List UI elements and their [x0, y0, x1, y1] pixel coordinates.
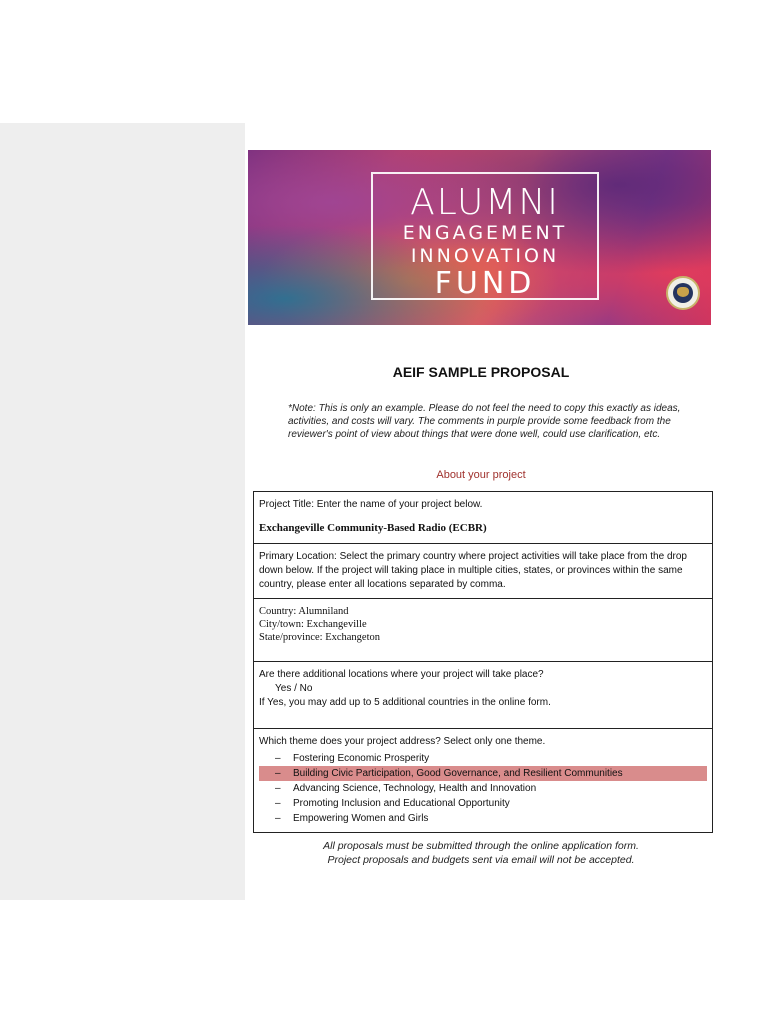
banner-logo-box	[371, 172, 599, 300]
additional-locations-note: If Yes, you may add up to 5 additional countries in the online form.	[259, 697, 551, 708]
theme-option-economic-prosperity[interactable]	[259, 751, 707, 766]
list-dash: –	[275, 782, 281, 794]
sample-note: *Note: This is only an example. Please do not feel the need to copy this exactly as ideas, activities, and costs will vary. The comments in purple provide some feedback from the reviewer's point of view about things that were done well, could use clarification, etc.	[288, 403, 681, 440]
project-title-label: Project Title: Enter the name of your project below.	[259, 499, 483, 510]
theme-option-label: Fostering Economic Prosperity	[293, 752, 430, 764]
footer-line2: Project proposals and budgets sent via email will not be accepted.	[327, 854, 635, 866]
theme-option-science-technology[interactable]	[259, 781, 707, 796]
theme-options-list	[259, 751, 707, 826]
theme-option-inclusion-education[interactable]	[259, 796, 707, 811]
theme-option-civic-participation[interactable]	[259, 766, 707, 781]
banner-title-line2: ENGAGEMENT	[402, 222, 568, 244]
primary-location-label: Primary Location: Select the primary country where project activities will take place from the drop down below. If the project will taking place in multiple cities, states, or provinces within the same country, please enter all locations separated by comma.	[259, 551, 687, 590]
primary-location-cell	[254, 544, 713, 599]
list-dash: –	[275, 812, 281, 824]
list-dash: –	[275, 767, 281, 779]
us-department-of-state-seal-icon	[666, 276, 700, 310]
yes-no-options[interactable]: Yes / No	[275, 683, 313, 694]
theme-cell	[254, 729, 713, 833]
theme-option-label: Advancing Science, Technology, Health and Innovation	[293, 782, 537, 794]
country-value[interactable]: Country: Alumniland	[259, 606, 349, 617]
banner-title-line1: ALUMNI	[410, 182, 560, 223]
proposal-form-table	[253, 491, 713, 833]
theme-option-women-girls[interactable]	[259, 811, 707, 826]
document-title: AEIF SAMPLE PROPOSAL	[392, 364, 570, 380]
state-value[interactable]: State/province: Exchangeton	[259, 632, 381, 643]
footer-line1: All proposals must be submitted through the online application form.	[323, 840, 639, 852]
banner-title-line4: FUND	[434, 266, 536, 301]
additional-locations-question: Are there additional locations where your project will take place?	[259, 669, 544, 680]
project-title-cell	[254, 492, 713, 544]
theme-question: Which theme does your project address? Select only one theme.	[259, 736, 546, 747]
submission-footer	[253, 839, 709, 867]
aeif-banner	[248, 150, 711, 325]
theme-option-label: Promoting Inclusion and Educational Opportunity	[293, 797, 510, 809]
location-values-cell	[254, 599, 713, 662]
project-title-value[interactable]: Exchangeville Community-Based Radio (ECBR)	[259, 522, 487, 534]
list-dash: –	[275, 797, 281, 809]
left-side-panel	[0, 123, 245, 900]
theme-option-label: Building Civic Participation, Good Governance, and Resilient Communities	[293, 767, 623, 779]
list-dash: –	[275, 752, 281, 764]
banner-title-line3: INNOVATION	[410, 245, 560, 267]
section-heading-about-project: About your project	[436, 469, 526, 481]
additional-locations-cell	[254, 662, 713, 729]
theme-option-label: Empowering Women and Girls	[293, 812, 429, 824]
city-value[interactable]: City/town: Exchangeville	[259, 619, 367, 630]
